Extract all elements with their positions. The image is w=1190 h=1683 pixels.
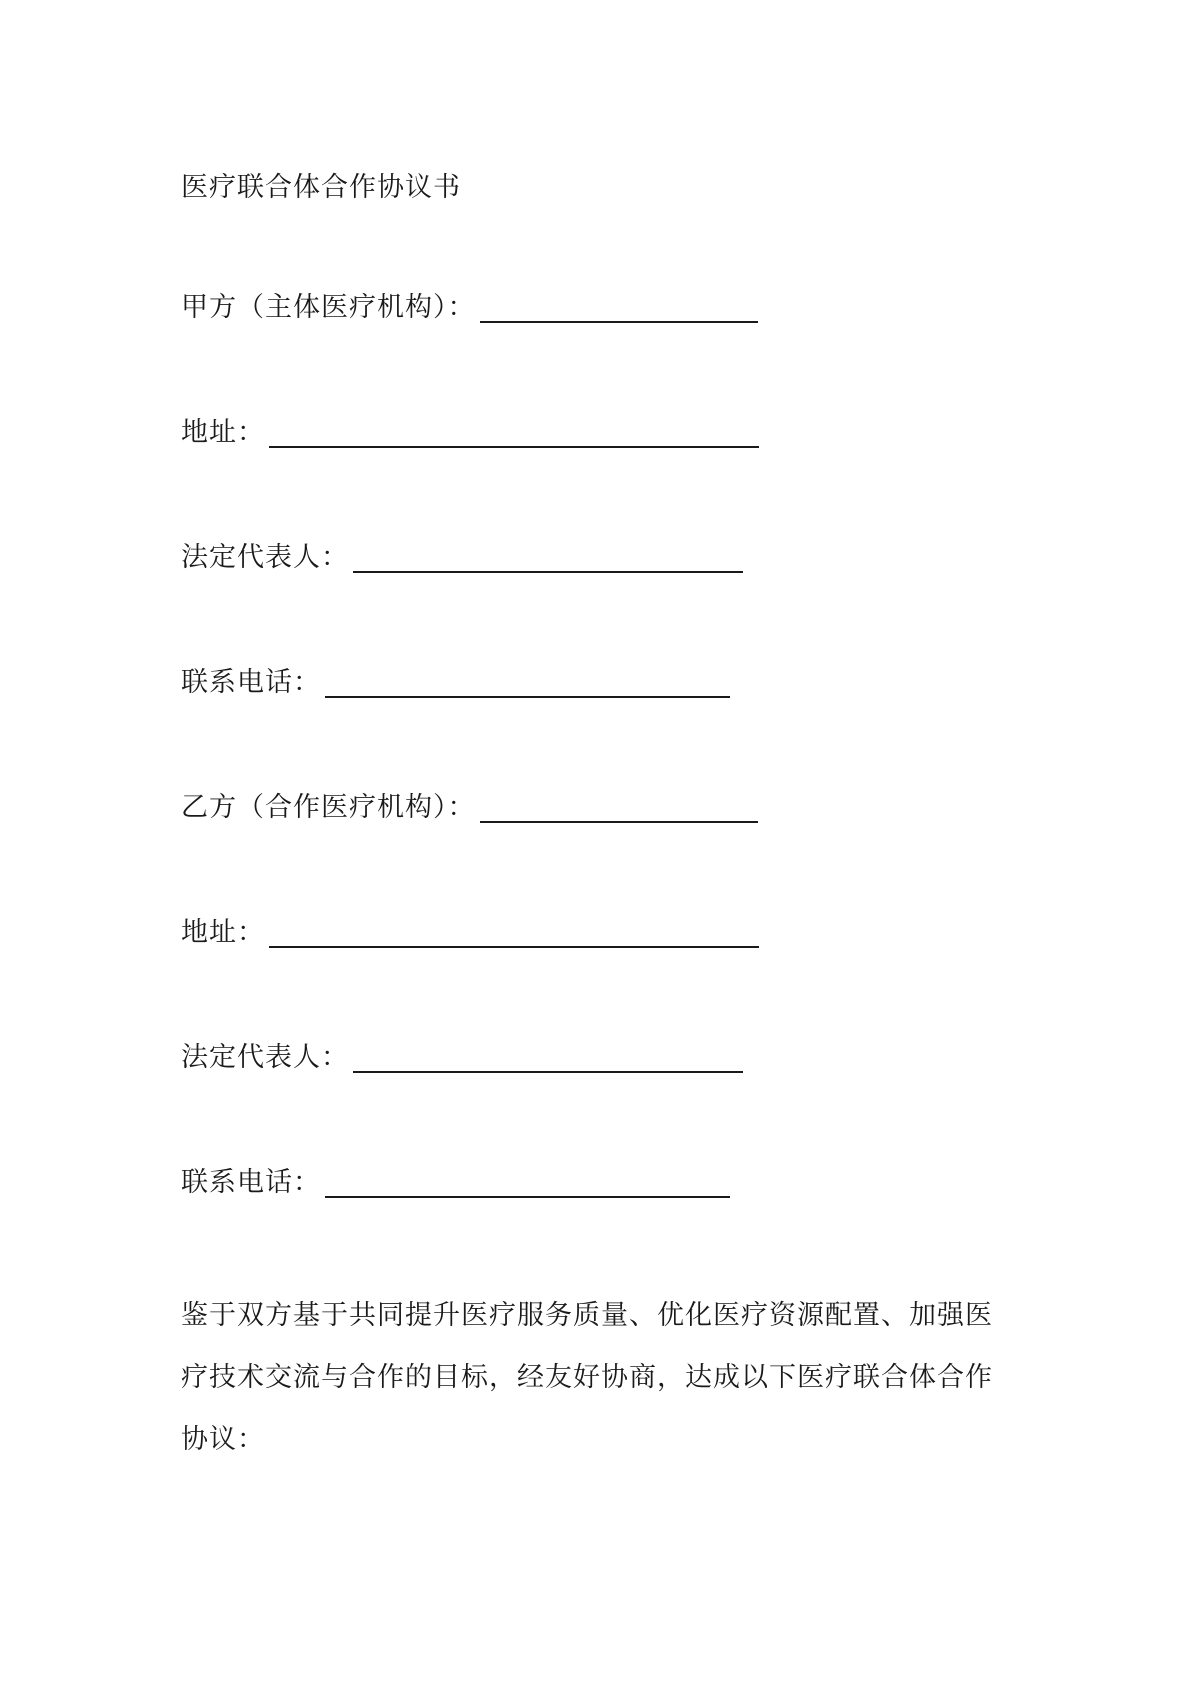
preamble-line: 疗技术交流与合作的目标，经友好协商，达成以下医疗联合体合作 [181, 1362, 993, 1393]
party-b-name-label: 乙方（合作医疗机构）： [181, 792, 476, 823]
party-a-address-label: 地址： [181, 417, 265, 448]
party-a-address-field [181, 411, 759, 451]
party-a-legal-rep-blank[interactable] [353, 541, 743, 573]
party-b-address-field [181, 911, 759, 951]
party-b-phone-label: 联系电话： [181, 1167, 321, 1198]
party-a-name-field [181, 286, 758, 326]
party-b-phone-field [181, 1161, 730, 1201]
party-b-name-field [181, 786, 758, 826]
party-a-phone-field [181, 661, 730, 701]
party-a-phone-blank[interactable] [325, 666, 730, 698]
party-b-phone-blank[interactable] [325, 1166, 730, 1198]
party-a-legal-rep-label: 法定代表人： [181, 542, 349, 573]
party-a-phone-label: 联系电话： [181, 667, 321, 698]
party-b-address-blank[interactable] [269, 916, 759, 948]
party-b-name-blank[interactable] [480, 791, 758, 823]
party-b-legal-rep-label: 法定代表人： [181, 1042, 349, 1073]
preamble-line: 协议： [181, 1424, 265, 1455]
party-b-address-label: 地址： [181, 917, 265, 948]
preamble-line: 鉴于双方基于共同提升医疗服务质量、优化医疗资源配置、加强医 [181, 1300, 993, 1331]
party-b-legal-rep-blank[interactable] [353, 1041, 743, 1073]
document-title: 医疗联合体合作协议书 [181, 172, 461, 203]
party-a-legal-rep-field [181, 536, 743, 576]
party-a-name-blank[interactable] [480, 291, 758, 323]
party-b-legal-rep-field [181, 1036, 743, 1076]
party-a-address-blank[interactable] [269, 416, 759, 448]
party-a-name-label: 甲方（主体医疗机构）： [181, 292, 476, 323]
preamble-paragraph [181, 1298, 1021, 1484]
